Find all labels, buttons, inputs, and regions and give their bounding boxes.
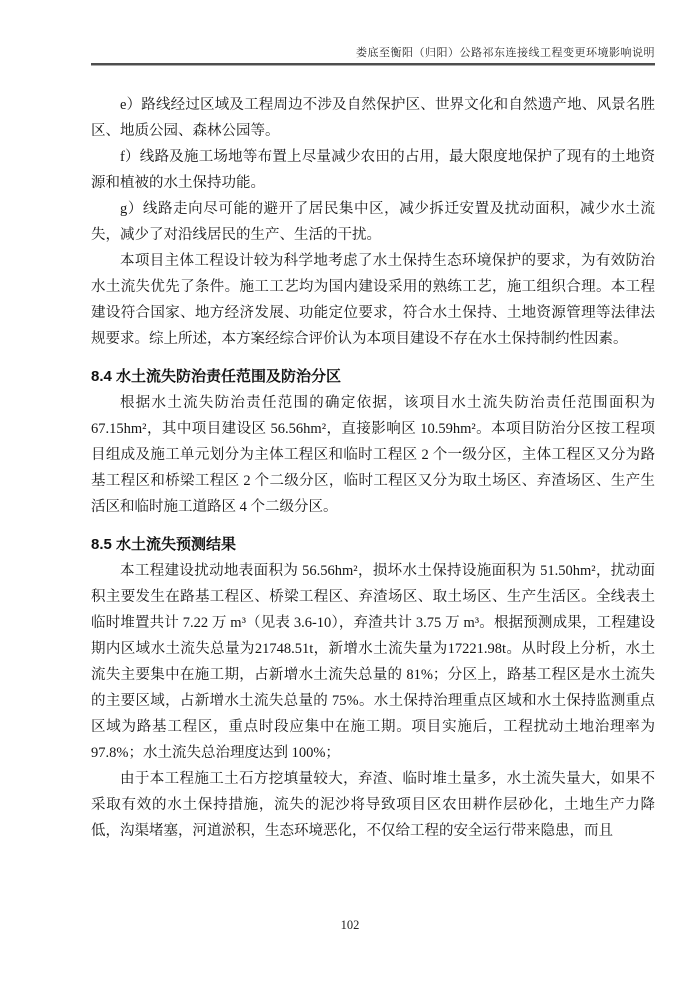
section-heading-8-4: 8.4 水土流失防治责任范围及防治分区 [91, 368, 342, 385]
paragraph-8-4-responsibility-scope: 根据水土流失防治责任范围的确定依据，该项目水土流失防治责任范围面积为67.15hm²，其中项目建设区 56.56hm²，直接影响区 10.59hm²。本项目防治分区按工程项目组成及施工单元划分为主体工程区和临时工程区 2 个一级分区，主体工程区又分为路基工程区和桥梁工程区 2 个二级分区，临时工程区又分为取土场区、弃渣场区、生产生活区和临时施工道路区 4 个二级分区。 [91, 395, 655, 515]
page-header [91, 46, 655, 66]
paragraph-8-5-erosion-risk: 由于本工程施工土石方挖填量较大，弃渣、临时堆土量多，水土流失量大，如果不采取有效的水土保持措施，流失的泥沙将导致项目区农田耕作层砂化，土地生产力降低，沟渠堵塞，河道淤积，生态环境恶化，不仅给工程的安全运行带来隐患，而且 [91, 771, 655, 839]
paragraph-item-g: g）线路走向尽可能的避开了居民集中区，减少拆迁安置及扰动面积，减少水土流失，减少了对沿线居民的生产、生活的干扰。 [91, 201, 655, 243]
paragraph-8-5-prediction-results: 本工程建设扰动地表面积为 56.56hm²，损坏水土保持设施面积为 51.50hm²，扰动面积主要发生在路基工程区、桥梁工程区、弃渣场区、取土场区、生产生活区。全线表土临时堆置共计 7.22 万 m³（见表 3.6-10），弃渣共计 3.75 万 m³。根据预测成果，工程建设期内区域水土流失总量为21748.51t，新增水土流失量为17221.98t。从时段上分析，水土流失主要集中在施工期，占新增水土流失总量的 81%；分区上，路基工程区是水土流失的主要区域，占新增水土流失总量的 75%。水土保持治理重点区域和水土保持监测重点区域为路基工程区，重点时段应集中在施工期。项目实施后，工程扰动土地治理率为 97.8%；水土流失总治理度达到 100%； [91, 563, 655, 761]
page-footer [0, 918, 700, 933]
header-rule [91, 63, 655, 66]
page-number: 102 [340, 918, 360, 932]
paragraph-conclusion: 本项目主体工程设计较为科学地考虑了水土保持生态环境保护的要求，为有效防治水土流失优先了条件。施工工艺均为国内建设采用的熟练工艺，施工组织合理。本工程建设符合国家、地方经济发展、功能定位要求，符合水土保持、土地资源管理等法律法规要求。综上所述，本方案经综合评价认为本项目建设不存在水土保持制约性因素。 [91, 253, 655, 347]
paragraph-item-e: e）路线经过区域及工程周边不涉及自然保护区、世界文化和自然遗产地、风景名胜区、地质公园、森林公园等。 [91, 97, 655, 139]
paragraph-item-f: f）线路及施工场地等布置上尽量减少农田的占用，最大限度地保护了现有的土地资源和植被的水土保持功能。 [91, 149, 655, 191]
section-heading-8-5: 8.5 水土流失预测结果 [91, 536, 237, 553]
document-body [91, 92, 655, 920]
running-title: 娄底至衡阳（归阳）公路祁东连接线工程变更环境影响说明 [356, 47, 655, 59]
